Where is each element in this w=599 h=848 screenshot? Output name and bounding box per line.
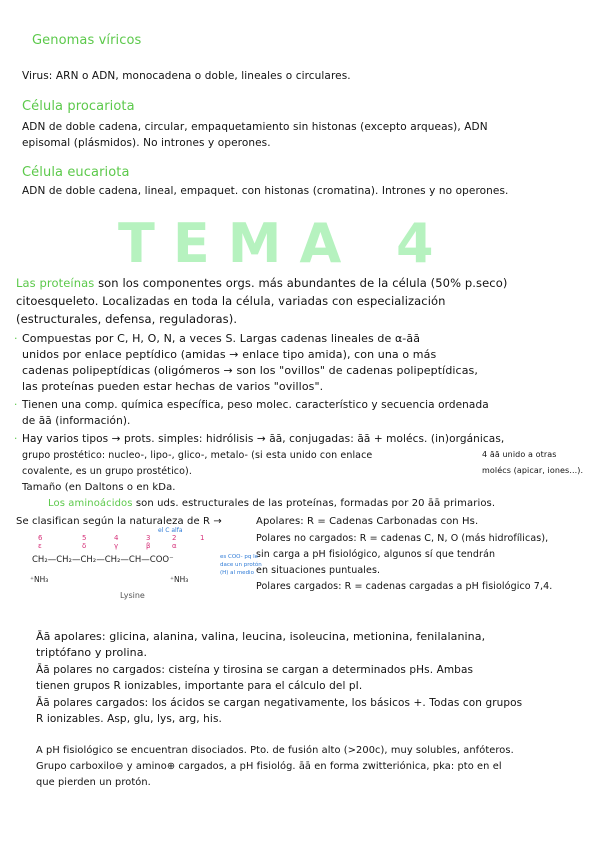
- text-polares-no-cargados-1: Polares no cargados: R = cadenas C, N, O (más hidrofílicas),: [256, 533, 549, 544]
- heading-genomas-viricos: Genomas víricos: [32, 33, 142, 48]
- text-procariota-2: episomal (plásmidos). No intrones y operones.: [22, 137, 271, 149]
- heading-celula-procariota: Célula procariota: [22, 99, 135, 114]
- bullet-composicion-1: · Compuestas por C, H, O, N, a veces S. Largas cadenas lineales de α-āā: [22, 332, 420, 346]
- text-ph-fisiologico-1: A pH fisiológico se encuentran disociados. Pto. de fusión alto (>200c), muy solubles, anfóteros.: [36, 745, 514, 756]
- text-polares-no-cargados-2: sin carga a pH fisiológico, algunos sí que tendrán: [256, 549, 496, 560]
- bullet-comp-quimica-1: · Tienen una comp. química específica, peso molec. característico y secuencia ordenada: [22, 398, 489, 412]
- heading-celula-eucariota: Célula eucariota: [22, 165, 130, 180]
- text-aa-polares-no-cargados-1: Āā polares no cargados: cisteína y tirosina se cargan a determinados pHs. Ambas: [36, 664, 474, 676]
- side-note-2: molécs (apicar, iones...).: [482, 466, 584, 475]
- text-aminoacidos-rest: son uds. estructurales de las proteínas, formadas por 20 āā primarios.: [132, 498, 496, 509]
- lysine-number-5: 5: [82, 534, 87, 542]
- term-aminoacidos: Los aminoácidos: [48, 498, 133, 509]
- side-note-1: 4 āā unido a otras: [482, 450, 557, 459]
- lysine-calfa-note: el C alfa: [158, 527, 183, 534]
- text-aa-apolares-2: triptófano y prolina.: [36, 646, 148, 659]
- bullet-tipos-3: covalente, es un grupo prostético).: [22, 466, 192, 477]
- bullet-tipos-1: · Hay varios tipos → prots. simples: hidrólisis → āā, conjugadas: āā + molécs. (in)orgánicas,: [22, 432, 504, 446]
- lysine-number-2: 2: [172, 534, 177, 542]
- text-proteinas-rest: son los componentes orgs. más abundantes de la célula (50% p.seco): [94, 276, 508, 290]
- term-proteinas: Las proteínas: [16, 276, 95, 290]
- text-polares-cargados: Polares cargados: R = cadenas cargadas a pH fisiológico 7,4.: [256, 581, 553, 592]
- text-aa-polares-cargados-1: Āā polares cargados: los ácidos se cargan negativamente, los básicos +. Todas con grupos: [36, 697, 523, 709]
- bullet-composicion-4: las proteínas pueden estar hechas de varios "ovillos".: [22, 380, 324, 393]
- text-aa-polares-cargados-2: R ionizables. Asp, glu, lys, arg, his.: [36, 713, 222, 725]
- bullet-composicion-3: cadenas polipeptídicas (oligómeros → son los "ovillos" de cadenas polipeptídicas,: [22, 364, 478, 377]
- bullet-comp-quimica-2: de āā (información).: [22, 415, 131, 427]
- text-procariota-1: ADN de doble cadena, circular, empaquetamiento sin histonas (excepto arqueas), ADN: [22, 121, 488, 133]
- lysine-structure-diagram: [30, 527, 262, 600]
- tema-heading: TEMA 4: [118, 212, 452, 275]
- lysine-greek-epsilon: ε: [38, 542, 42, 550]
- text-proteinas-3: (estructurales, defensa, reguladoras).: [16, 312, 238, 326]
- text-virus: Virus: ARN o ADN, monocadena o doble, lineales o circulares.: [22, 70, 351, 82]
- lysine-number-6: 6: [38, 534, 43, 542]
- lysine-nh3-right: ⁺NH₃: [170, 575, 189, 584]
- lysine-proton-note-3: (H) al medio: [220, 570, 254, 576]
- text-ph-fisiologico-2: Grupo carboxilo⊖ y amino⊕ cargados, a pH fisiológ. āā en forma zwitteriónica, pka: pto en el: [36, 761, 502, 772]
- text-ph-fisiologico-3: que pierden un protón.: [36, 777, 151, 788]
- text-aa-polares-no-cargados-2: tienen grupos R ionizables, importante para el cálculo del pI.: [36, 680, 363, 692]
- lysine-number-1: 1: [200, 534, 205, 542]
- text-aa-apolares-1: Āā apolares: glicina, alanina, valina, leucina, isoleucina, metionina, fenilalanina,: [36, 630, 486, 643]
- lysine-greek-gamma: γ: [114, 542, 119, 550]
- lysine-greek-beta: β: [146, 542, 151, 550]
- text-apolares: Apolares: R = Cadenas Carbonadas con Hs.: [256, 516, 479, 527]
- lysine-chain: CH₂—CH₂—CH₂—CH₂—CH—COO⁻: [32, 555, 174, 565]
- lysine-nh3-left: ⁺NH₃: [30, 575, 49, 584]
- bullet-tipos-2: grupo prostético: nucleo-, lipo-, glico-, metalo- (si esta unido con enlace: [22, 450, 373, 461]
- text-clasificacion: Se clasifican según la naturaleza de R →: [16, 516, 222, 527]
- text-aminoacidos: [48, 497, 495, 511]
- lysine-greek-delta: δ: [82, 542, 87, 550]
- bullet-composicion-2: unidos por enlace peptídico (amidas → enlace tipo amida), con una o más: [22, 348, 437, 361]
- lysine-number-3: 3: [146, 534, 151, 542]
- lysine-greek-alpha: α: [172, 542, 177, 550]
- text-proteinas-intro: [16, 276, 507, 290]
- lysine-name: Lysine: [120, 591, 145, 600]
- lysine-proton-note-1: es COO- pq le: [220, 554, 259, 560]
- text-polares-no-cargados-3: en situaciones puntuales.: [256, 565, 381, 576]
- lysine-number-4: 4: [114, 534, 119, 542]
- lysine-proton-note-2: dace un protón: [220, 562, 262, 568]
- text-proteinas-2: citoesqueleto. Localizadas en toda la célula, variadas con especialización: [16, 294, 446, 308]
- text-eucariota: ADN de doble cadena, lineal, empaquet. con histonas (cromatina). Intrones y no operones.: [22, 185, 509, 197]
- bullet-tipos-4: Tamaño (en Daltons o en kDa.: [22, 482, 176, 493]
